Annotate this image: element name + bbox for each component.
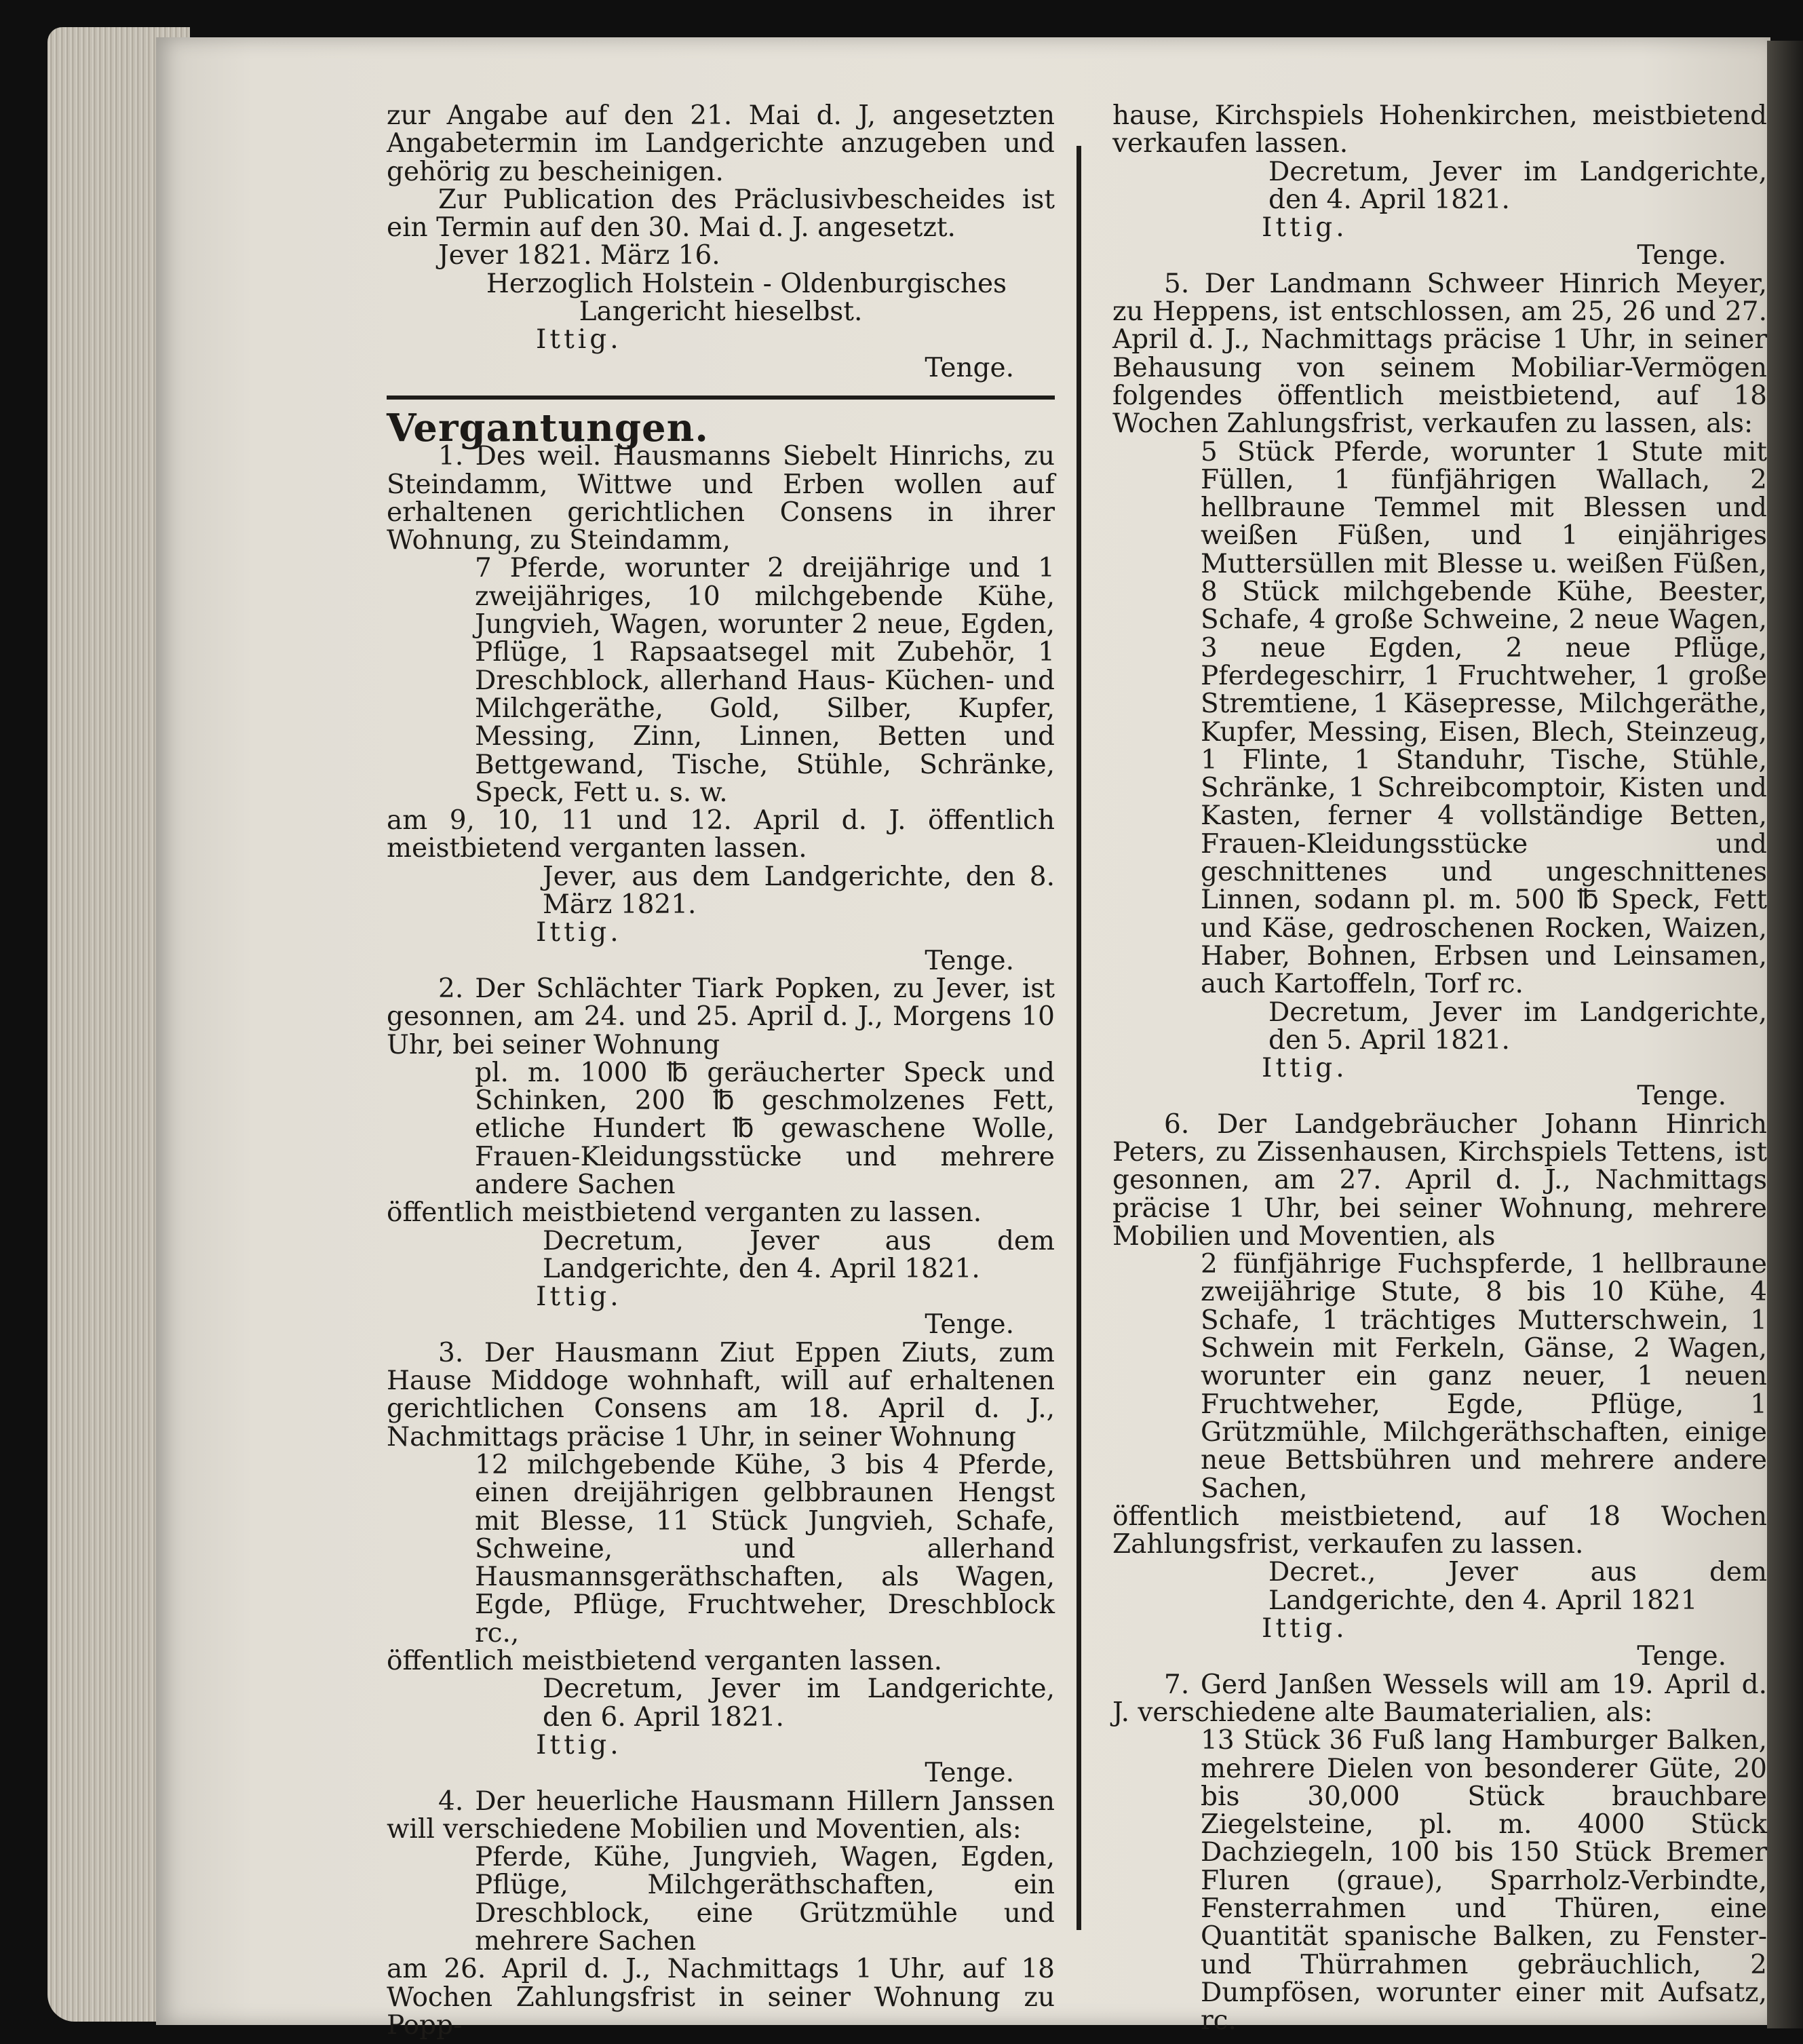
notice-1-signature-ittig: Ittig.: [536, 917, 622, 948]
notice-2-terms: öffentlich meistbietend verganten zu lassen.: [387, 1197, 982, 1229]
signature-tenge: Tenge.: [925, 352, 1014, 383]
notice-6-court: Decret., Jever aus dem Landgerichte, den 4. April 1821: [1268, 1557, 1767, 1616]
notice-3-terms: öffentlich meistbietend verganten lassen.: [387, 1646, 943, 1677]
right-column: [1112, 102, 1767, 2035]
notice-6-terms: öffentlich meistbietend, auf 18 Wochen Zahlungsfrist, verkaufen zu lassen.: [1112, 1501, 1767, 1560]
notice-2-signature-ittig: Ittig.: [536, 1281, 622, 1313]
column-divider: [1077, 146, 1081, 1930]
notice-6-signature-tenge: Tenge.: [1637, 1641, 1726, 1672]
notice-4-signature-ittig: Ittig.: [1262, 212, 1348, 244]
notice-2-court: Decretum, Jever aus dem Landgerichte, den 4. April 1821.: [543, 1225, 1055, 1284]
notice-1-court: Jever, aus dem Landgerichte, den 8. März 1821.: [543, 861, 1055, 921]
notice-3-intro: 3. Der Hausmann Ziut Eppen Ziuts, zum Hause Middoge wohnhaft, will auf erhaltenen gerichtlichen Consens am 18. April d. J., Nachmittags präcise 1 Uhr, in seiner Wohnung: [387, 1337, 1055, 1452]
section-heading: Vergantungen.: [387, 405, 709, 450]
notice-4-intro: 4. Der heuerliche Hausmann Hillern Janssen will verschiedene Mobilien und Moventien, als:: [387, 1786, 1055, 1845]
notice-3-court: Decretum, Jever im Landgerichte, den 6. April 1821.: [543, 1674, 1055, 1733]
notice-5-items: 5 Stück Pferde, worunter 1 Stute mit Füllen, 1 fünfjährigen Wallach, 2 hellbraune Temmel mit Blessen und weißen Füßen, und 1 einjähriges Muttersüllen mit Blesse u. weißen Füßen, 8 Stück milchgebende Kühe, Beester, Schafe, 4 große Schweine, 2 neue Wagen, 3 neue Egden, 2 neue Pflüge, Pferdegeschirr, 1 Fruchtweher, 1 große Stremtiene, 1 Käsepresse, Milchgeräthe, Kupfer, Messing, Eisen, Blech, Steinzeug, 1 Flinte, 1 Standuhr, Tische, Stühle, Schränke, 1 Schreibcomptoir, Kisten und Kasten, ferner 4 vollständige Betten, Frauen-Kleidungsstücke und geschnittenes und ungeschnittenes Linnen, sodann pl. m. 500 ℔ Speck, Fett und Käse, gedroschenen Rocken, Waizen, Haber, Bohnen, Erbsen und Leinsamen, auch Kartoffeln, Torf rc.: [1201, 436, 1767, 1000]
notice-1-items: 7 Pferde, worunter 2 dreijährige und 1 zweijähriges, 10 milchgebende Kühe, Jungvieh, Wagen, worunter 2 neue, Egden, Pflüge, 1 Rapsaatsegel mit Zubehör, 1 Dreschblock, allerhand Haus- Küchen- und Milchgeräthe, Gold, Silber, Kupfer, Messing, Zinn, Linnen, Betten und Bettgewand, Tische, Stühle, Schränke, Speck, Fett u. s. w.: [475, 553, 1055, 808]
notice-6-items: 2 fünfjährige Fuchspferde, 1 hellbraune zweijährige Stute, 8 bis 10 Kühe, 4 Schafe, 1 trächtiges Mutterschwein, 1 Schwein mit Ferkeln, Gänse, 2 Wagen, worunter ein ganz neuer, 1 neuen Fruchtweher, Egde, Pflüge, 1 Grützmühle, Milchgeräthschaften, einige neue Bettsbühren und mehrere andere Sachen,: [1201, 1249, 1767, 1504]
notice-2-intro: 2. Der Schlächter Tiark Popken, zu Jever, ist gesonnen, am 24. und 25. April d. J., Morgens 10 Uhr, bei seiner Wohnung: [387, 973, 1055, 1060]
notice-1-intro: 1. Des weil. Hausmanns Siebelt Hinrichs, zu Steindamm, Wittwe und Erben wollen auf erhaltenen gerichtlichen Consens in ihrer Wohnung, zu Steindamm,: [387, 441, 1055, 556]
publication-notice: Zur Publication des Präclusivbescheides ist ein Termin auf den 30. Mai d. J. angesetzt.: [387, 184, 1055, 244]
notice-1-terms: am 9, 10, 11 und 12. April d. J. öffentlich meistbietend verganten lassen.: [387, 805, 1055, 864]
notice-continuation: zur Angabe auf den 21. Mai d. J, angesetzten Angabetermin im Landgerichte anzugeben und gehörig zu bescheinigen.: [387, 100, 1055, 187]
notice-7-items: 13 Stück 36 Fuß lang Hamburger Balken, mehrere Dielen von besonderer Güte, 20 bis 30,000 Stück brauchbare Ziegelsteine, pl. m. 4000 Stück Dachziegeln, 100 bis 150 Stück Bremer Fluren (graue), Sparrholz-Verbindte, Fensterrahmen und Thüren, eine Quantität spanische Balken, zu Fenster- und Thürrahmen gebräuchlich, 2 Dumpfösen, worunter einer mit Aufsatz, rc.: [1201, 1725, 1767, 2037]
notice-4-continuation: hause, Kirchspiels Hohenkirchen, meistbietend verkaufen lassen.: [1112, 100, 1767, 159]
court-name: Herzoglich Holstein - Oldenburgisches Langericht hieselbst.: [486, 268, 1007, 328]
notice-6-signature-ittig: Ittig.: [1262, 1613, 1348, 1644]
notice-5-signature-tenge: Tenge.: [1637, 1081, 1726, 1112]
left-column: [387, 102, 1055, 2039]
notice-4-items: Pferde, Kühe, Jungvieh, Wagen, Egden, Pflüge, Milchgeräthschaften, ein Dreschblock, eine Grützmühle und mehrere Sachen: [475, 1842, 1055, 1956]
notice-3-items: 12 milchgebende Kühe, 3 bis 4 Pferde, einen dreijährigen gelbbraunen Hengst mit Blesse, 11 Stück Jungvieh, Schafe, Schweine, und allerhand Hausmannsgeräthschaften, als Wagen, Egde, Pflüge, Fruchtweher, Dreschblock rc.,: [475, 1449, 1055, 1648]
notice-2-items: pl. m. 1000 ℔ geräucherter Speck und Schinken, 200 ℔ geschmolzenes Fett, etliche Hundert ℔ gewaschene Wolle, Frauen-Kleidungsstücke und mehrere andere Sachen: [475, 1057, 1055, 1200]
binding-shadow: [1767, 41, 1803, 2028]
signature-ittig: Ittig.: [536, 324, 622, 355]
notice-4-terms: am 26. April d. J., Nachmittags 1 Uhr, auf 18 Wochen Zahlungsfrist in seiner Wohnung zu Popp-: [387, 1954, 1055, 2041]
notice-1-signature-tenge: Tenge.: [925, 945, 1014, 976]
notice-4-signature-tenge: Tenge.: [1637, 240, 1726, 271]
notice-2-signature-tenge: Tenge.: [925, 1309, 1014, 1341]
notice-7-intro: 7. Gerd Janßen Wessels will am 19. April d. J. verschiedene alte Baumaterialien, als:: [1112, 1669, 1767, 1728]
notice-date: Jever 1821. März 16.: [438, 240, 720, 271]
notice-5-signature-ittig: Ittig.: [1262, 1053, 1348, 1084]
notice-3-signature-tenge: Tenge.: [925, 1758, 1014, 1789]
notice-6-intro: 6. Der Landgebräucher Johann Hinrich Peters, zu Zissenhausen, Kirchspiels Tettens, ist gesonnen, am 27. April d. J., Nachmittags präcise 1 Uhr, bei seiner Wohnung, mehrere Mobilien und Moventien, als: [1112, 1108, 1767, 1252]
notice-5-intro: 5. Der Landmann Schweer Hinrich Meyer, zu Heppens, ist entschlossen, am 25, 26 und 27. April d. J., Nachmittags präcise 1 Uhr, in seiner Behausung von seinem Mobiliar-Vermögen folgendes öffentlich meistbietend, auf 18 Wochen Zahlungsfrist, verkaufen zu lassen, als:: [1112, 268, 1767, 440]
notice-5-court: Decretum, Jever im Landgerichte, den 5. April 1821.: [1268, 997, 1767, 1056]
notice-4-court: Decretum, Jever im Landgerichte, den 4. April 1821.: [1268, 156, 1767, 215]
section-rule: [387, 396, 1055, 400]
notice-3-signature-ittig: Ittig.: [536, 1729, 622, 1760]
